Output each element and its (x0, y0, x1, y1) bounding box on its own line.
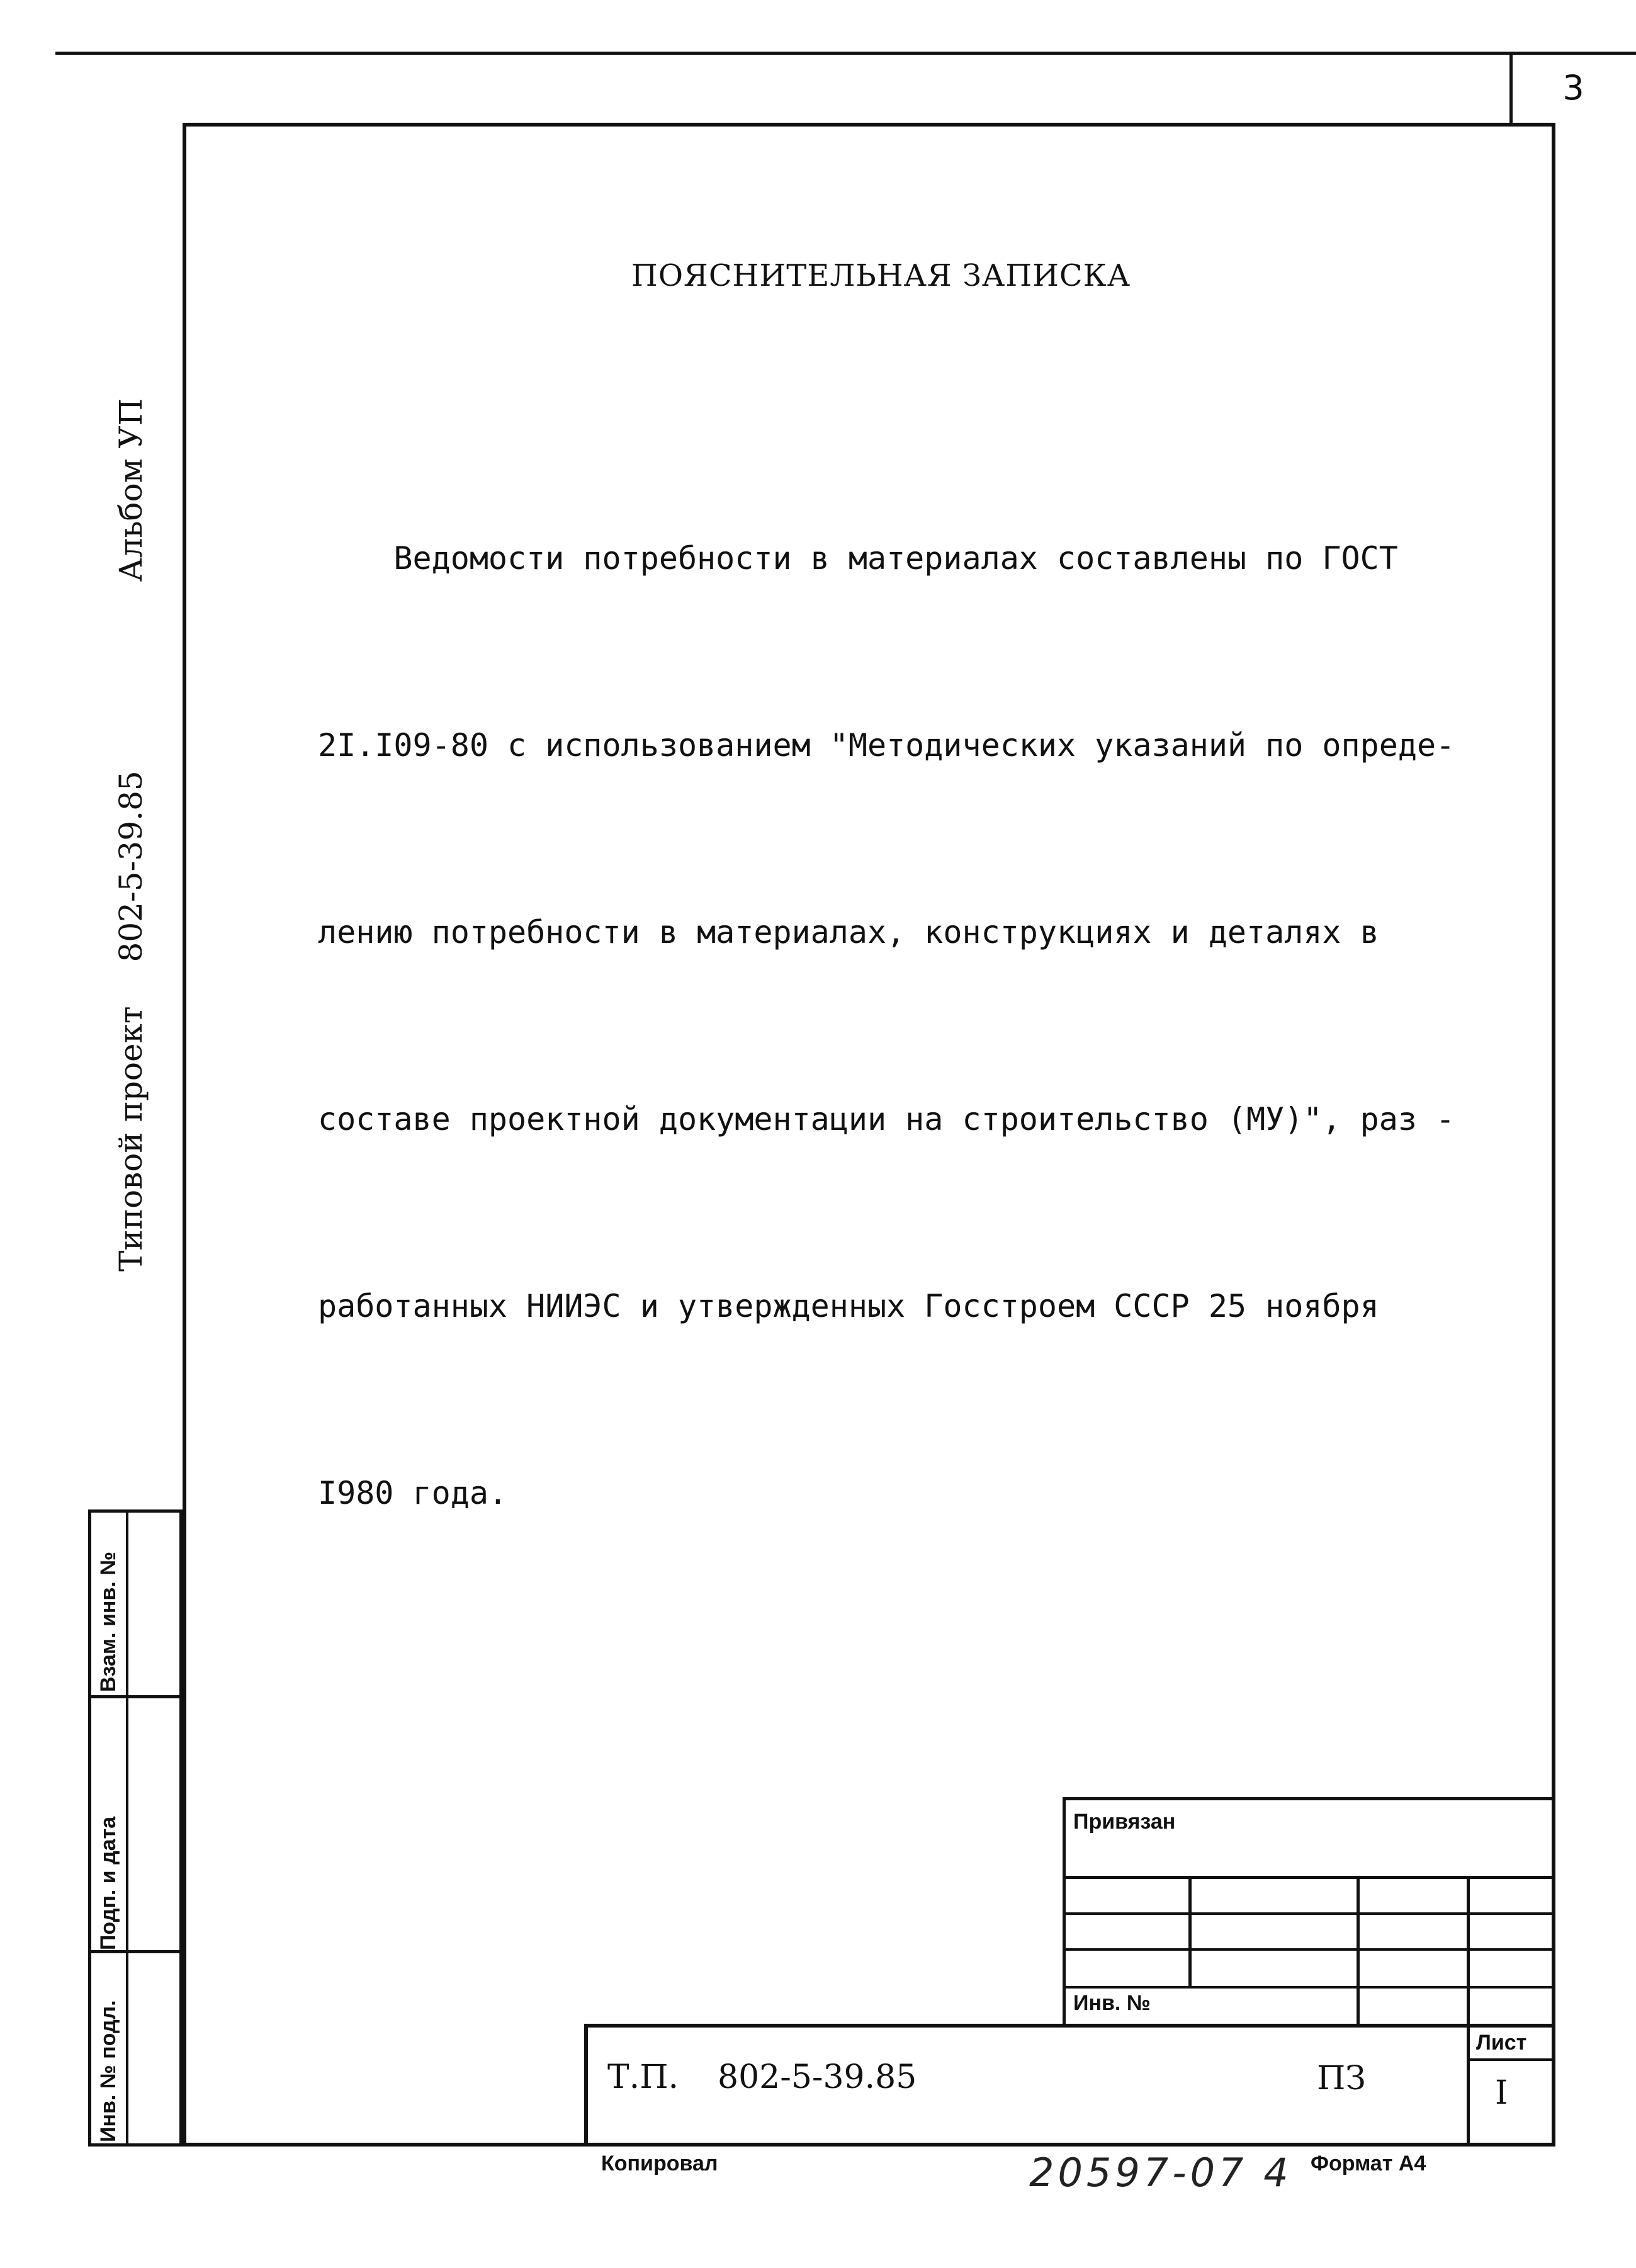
body-line: Ведомости потребности в материалах составлены по ГОСТ (318, 540, 1398, 577)
tb-line (1188, 1876, 1192, 1988)
body-line: лению потребности в материалах, конструкциях и деталях в (318, 914, 1379, 951)
tp-label: Т.П. (607, 2058, 679, 2096)
stamp-podp-data-label: Подп. и дата (96, 1816, 120, 1950)
body-line: составе проектной документации на строительство (МУ)", раз - (318, 1101, 1455, 1137)
body-line: работанных НИИЭС и утвержденных Госстроем СССР 25 ноября (318, 1288, 1379, 1324)
tb-line (584, 2024, 588, 2147)
doc-code: ПЗ (1317, 2060, 1366, 2097)
sheet-value: I (1495, 2074, 1508, 2112)
body-line: 2I.I09-80 с использованием "Методических указаний по опреде- (318, 727, 1455, 764)
tb-line (1357, 1876, 1360, 2027)
tb-line (1063, 1986, 1555, 1989)
tb-line (1467, 1876, 1470, 2147)
tb-line (1063, 1797, 1555, 1800)
privyazan-label: Привязан (1073, 1810, 1176, 1834)
stamp-divider (126, 1513, 128, 1695)
stamp-vzam-inv (88, 1509, 183, 1698)
margin-album: Альбом УП (113, 398, 149, 582)
format-label: Формат А4 (1311, 2152, 1426, 2175)
document-title: ПОЯСНИТЕЛЬНАЯ ЗАПИСКА (631, 258, 1131, 293)
page-number: 3 (1562, 68, 1584, 108)
tb-line (1467, 2058, 1555, 2061)
stamp-inv-podl (88, 1950, 183, 2147)
body-line: I980 года. (318, 1475, 508, 1511)
margin-project-label: Типовой проект (113, 1006, 149, 1272)
tb-line (1063, 1948, 1555, 1951)
top-rule (55, 52, 1636, 55)
copied-label: Копировал (601, 2152, 718, 2175)
stamp-inv-podl-label: Инв. № подл. (96, 2000, 120, 2142)
margin-project-text (106, 264, 156, 1272)
stamp-divider (126, 1953, 128, 2143)
stamp-podp-data (88, 1695, 183, 1953)
stamp-vzam-inv-label: Взам. инв. № (96, 1551, 120, 1692)
tb-line (1063, 1876, 1555, 1879)
handwritten-number: 20597-07 4 (1029, 2150, 1292, 2196)
sheet-label: Лист (1476, 2031, 1527, 2055)
body-text (318, 403, 1495, 1587)
tp-code: 802-5-39.85 (718, 2058, 917, 2096)
margin-project-code: 802-5-39.85 (113, 770, 149, 962)
inv-no-label: Инв. № (1073, 1991, 1151, 2015)
stamp-divider (126, 1698, 128, 1950)
tb-line (1063, 1912, 1555, 1915)
tb-line (584, 2024, 1555, 2028)
